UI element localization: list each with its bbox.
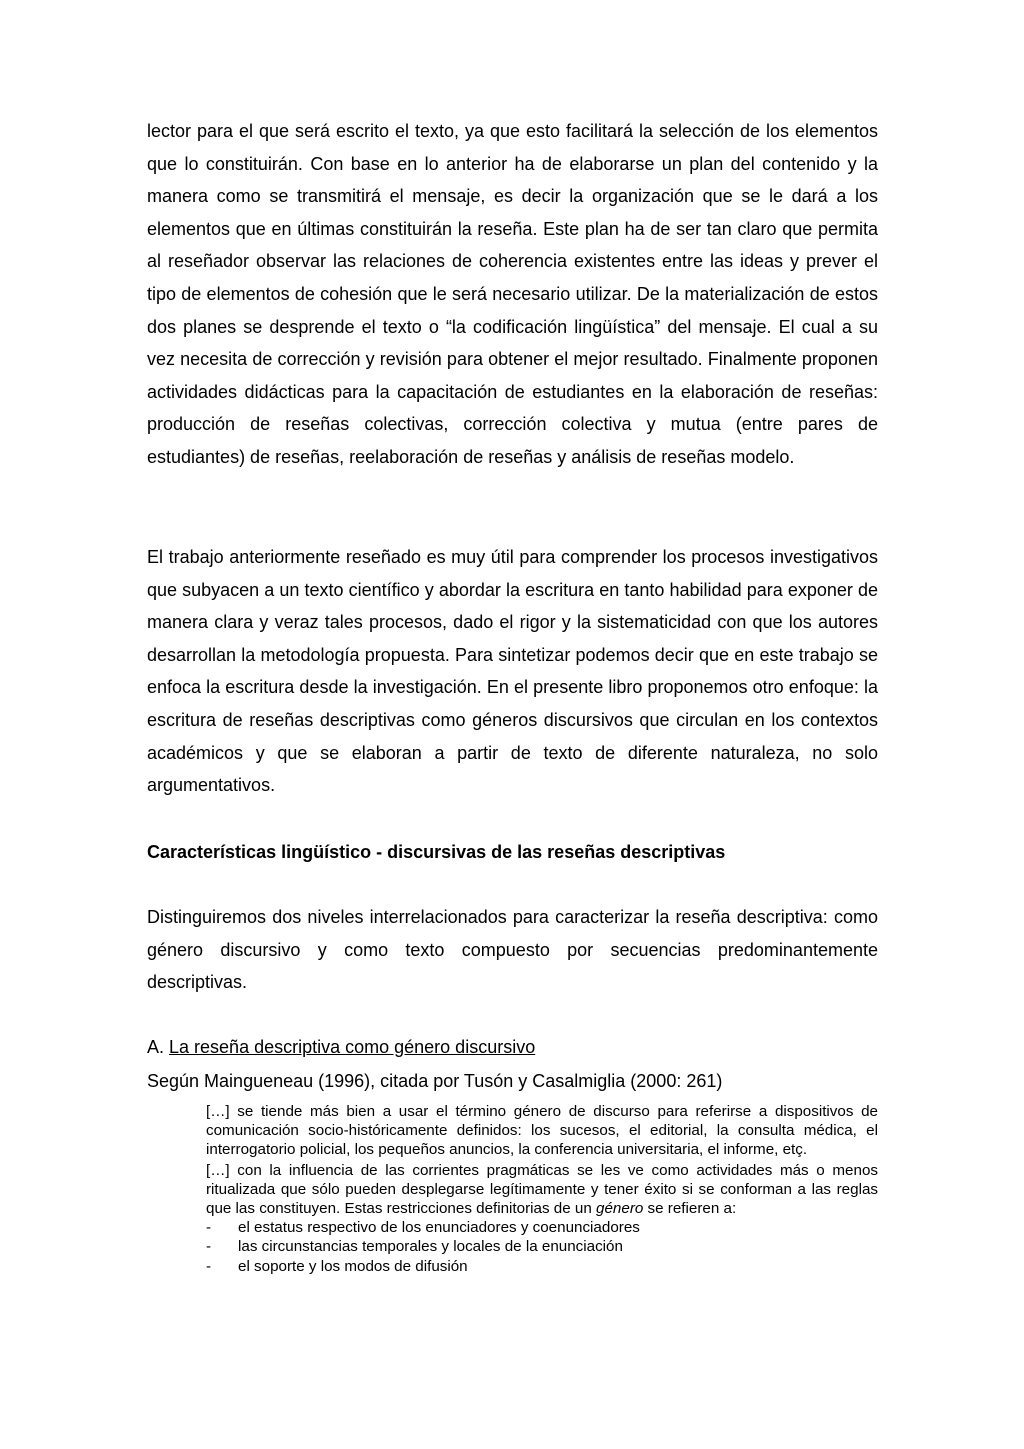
quote-bullet-list [206, 1218, 878, 1276]
quote-block-2-end: se refieren a: [643, 1200, 737, 1218]
bullet-dash: - [206, 1219, 212, 1237]
list-item-text: el soporte y los modos de difusión [238, 1257, 468, 1275]
paragraph-two-levels: Distinguiremos dos niveles interrelacionados para caracterizar la reseña descriptiva: como género discursivo y como texto compuesto por secuencias predominantemente descriptivas. [147, 907, 878, 993]
list-item [206, 1257, 878, 1276]
list-item-text: las circunstancias temporales y locales de la enunciación [238, 1238, 623, 1256]
list-item-text: el estatus respectivo de los enunciadores y coenunciadores [238, 1219, 640, 1237]
subsection-a-title [147, 1033, 878, 1061]
subsection-a-prefix: A. [147, 1037, 170, 1057]
section-heading: Características lingüístico - discursivas de las reseñas descriptivas [147, 842, 726, 862]
quote-block-2-start: […] con la influencia de las corrientes pragmáticas se les ve como actividades más o menos ritualizada que sólo pueden desplegarse legítimamente y tener éxito si se conforman a las reglas que las constituyen. Estas restricciones definitorias de un [206, 1161, 878, 1218]
citation-line: Según Maingueneau (1996), citada por Tusón y Casalmiglia (2000: 261) [147, 1071, 723, 1091]
bullet-dash: - [206, 1257, 212, 1275]
paragraph-work-evaluation: El trabajo anteriormente reseñado es muy útil para comprender los procesos investigativos que subyacen a un texto científico y abordar la escritura en tanto habilidad para exponer de manera clara y veraz tales procesos, dado el rigor y la sistematicidad con que los autores desarrollan la metodología propuesta. Para sintetizar podemos decir que en este trabajo se enfoca la escritura desde la investigación. En el presente libro proponemos otro enfoque: la escritura de reseñas descriptivas como géneros discursivos que circulan en los contextos académicos y que se elaboran a partir de texto de diferente naturaleza, no solo argumentativos. [147, 547, 878, 796]
block-quote [206, 1102, 878, 1276]
paragraph-resena-process: lector para el que será escrito el texto, ya que esto facilitará la selección de los elementos que lo constituirán. Con base en lo anterior ha de elaborarse un plan del contenido y la manera como se transmitirá el mensaje, es decir la organización que se le dará a los elementos que en últimas constituirán la reseña. Este plan ha de ser tan claro que permita al reseñador observar las relaciones de coherencia existentes entre las ideas y prever el tipo de elementos de cohesión que le será necesario utilizar. De la materialización de estos dos planes se desprende el texto o “la codificación lingüística” del mensaje. El cual a su vez necesita de corrección y revisión para obtener el mejor resultado. Finalmente proponen actividades didácticas para la capacitación de estudiantes en la elaboración de reseñas: producción de reseñas colectivas, corrección colectiva y mutua (entre pares de estudiantes) de reseñas, reelaboración de reseñas y análisis de reseñas modelo. [147, 121, 878, 467]
bullet-dash: - [206, 1238, 212, 1256]
list-item [206, 1218, 878, 1237]
quote-block-1: […] se tiende más bien a usar el término género de discurso para referirse a dispositivos de comunicación socio-históricamente definidos: los sucesos, el editorial, la consulta médica, el interrogatorio policial, los pequeños anuncios, la conferencia universitaria, el informe, etç. [206, 1103, 878, 1159]
quote-block-2 [206, 1161, 878, 1219]
list-item [206, 1237, 878, 1256]
subsection-a-underlined-title: La reseña descriptiva como género discursivo [169, 1037, 536, 1057]
quote-block-2-emphasis: género [596, 1200, 644, 1218]
